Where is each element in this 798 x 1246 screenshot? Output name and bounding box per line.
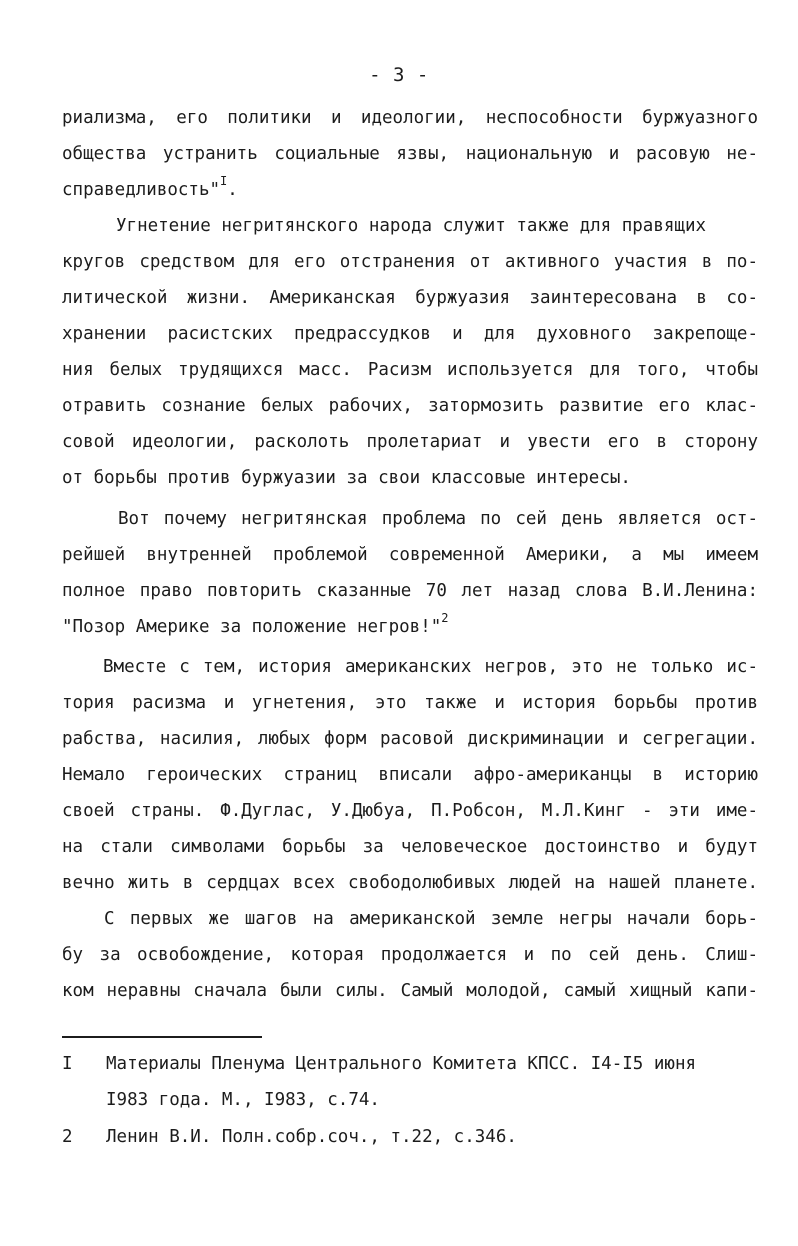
text-line: на стали символами борьбы за человеческое достоинство и будут xyxy=(62,837,758,857)
text-line: от борьбы против буржуазии за свои классовые интересы. xyxy=(62,468,631,488)
footnote-mark: 2 xyxy=(62,1127,73,1147)
text-line: отравить сознание белых рабочих, затормозить развитие его клас- xyxy=(62,396,758,416)
footnote-text: I983 года. М., I983, с.74. xyxy=(106,1090,380,1110)
text-line: общества устранить социальные язвы, национальную и расовую не- xyxy=(62,144,758,164)
text-line-tail: . xyxy=(227,180,238,200)
text-line: ния белых трудящихся масс. Расизм используется для того, чтобы xyxy=(62,360,758,380)
text-line: Вместе с тем, история американских негров, это не только ис- xyxy=(103,657,758,677)
text-line: рейшей внутренней проблемой современной Америки, а мы имеем xyxy=(62,545,758,565)
text-line xyxy=(62,174,238,202)
text-line-content: справедливость" xyxy=(62,180,221,200)
text-line: хранении расистских предрассудков и для духовного закрепоще- xyxy=(62,324,758,344)
footnote-text: Материалы Пленума Центрального Комитета КПСС. I4-I5 июня xyxy=(106,1054,697,1074)
text-line: кругов средством для его отстранения от активного участия в по- xyxy=(62,252,758,272)
text-line xyxy=(62,611,449,639)
text-line: С первых же шагов на американской земле негры начали борь- xyxy=(104,909,758,929)
footnote-mark: I xyxy=(62,1054,73,1074)
text-line: Немало героических страниц вписали афро-американцы в историю xyxy=(62,765,758,785)
text-line: рабства, насилия, любых форм расовой дискриминации и сегрегации. xyxy=(62,729,758,749)
page-number: - 3 - xyxy=(369,64,429,86)
footnote-ref: 2 xyxy=(441,611,449,626)
text-line: совой идеологии, расколоть пролетариат и увести его в сторону xyxy=(62,432,758,452)
text-line: бу за освобождение, которая продолжается и по сей день. Слиш- xyxy=(62,945,758,965)
text-line: вечно жить в сердцах всех свободолюбивых людей на нашей планете. xyxy=(62,873,758,893)
footnote-ref: I xyxy=(220,174,228,189)
text-line: Угнетение негритянского народа служит также для правящих xyxy=(116,216,707,236)
text-line: литической жизни. Американская буржуазия заинтересована в со- xyxy=(62,288,758,308)
footnote-text: Ленин В.И. Полн.собр.соч., т.22, с.346. xyxy=(106,1127,517,1147)
text-line-content: "Позор Америке за положение негров!" xyxy=(62,617,442,637)
footnote-divider xyxy=(62,1036,262,1038)
text-line: Вот почему негритянская проблема по сей день является ост- xyxy=(118,509,758,529)
text-line: своей страны. Ф.Дуглас, У.Дюбуа, П.Робсон, М.Л.Кинг - эти име- xyxy=(62,801,758,821)
text-line: тория расизма и угнетения, это также и история борьбы против xyxy=(62,693,758,713)
text-line: риализма, его политики и идеологии, неспособности буржуазного xyxy=(62,108,758,128)
text-line: полное право повторить сказанные 70 лет назад слова В.И.Ленина: xyxy=(62,581,758,601)
text-line: ком неравны сначала были силы. Самый молодой, самый хищный капи- xyxy=(62,981,758,1001)
